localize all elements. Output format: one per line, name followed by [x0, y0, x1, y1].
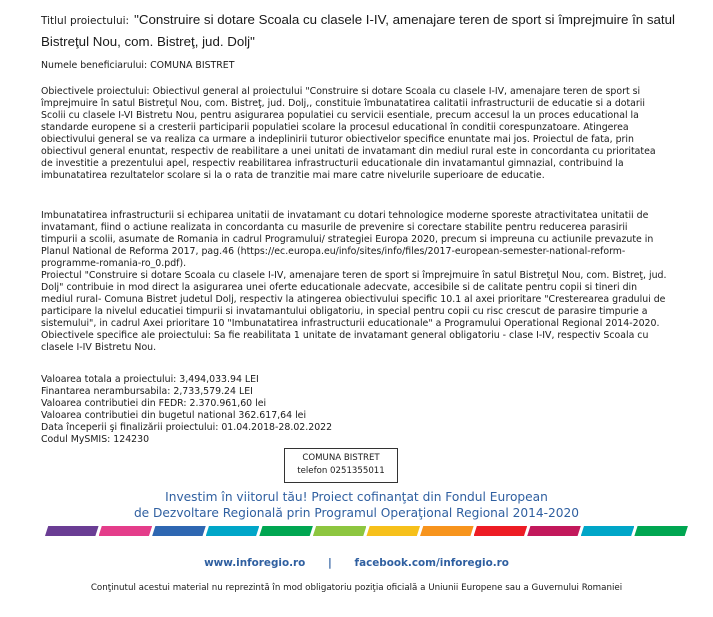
- improvement-line: Planul National de Reforma 2017, pag.46 (https://ec.europa.eu/info/sites/info/files/2017-european-semester-national-reform-: [41, 246, 626, 257]
- link-separator: |: [328, 557, 332, 569]
- title-label: Titlul proiectului:: [41, 15, 130, 27]
- cofinancing-slogan: [0, 489, 713, 521]
- mysmis-code: Codul MySMIS: 124230: [41, 434, 150, 445]
- improvement-line: invatamant, fiind o actiune realizata in concordanta cu masurile de prevenire si corectare stabilite pentru reducerea parasirii: [41, 222, 628, 233]
- objectives-line: imbunatatirea rezultatelor scolare si la o rata de tranzitie mai mare catre nivelurile superioare de educatie.: [41, 170, 545, 181]
- inforegio-link[interactable]: www.inforegio.ro: [204, 557, 306, 569]
- improvement-line: clasele I-IV Bistretu Nou.: [41, 342, 157, 353]
- color-stripe-segment: [259, 526, 313, 536]
- total-value: Valoarea totala a proiectului: 3,494,033.94 LEI: [41, 374, 259, 385]
- title-text-line1: "Construire si dotare Scoala cu clasele I-IV, amenajare teren de sport si împrejmuire în satul: [134, 12, 675, 27]
- color-stripe-segment: [420, 526, 474, 536]
- improvement-line: Dolj" contribuie in mod direct la asigurarea unei oferte educationale adecvate, accesibile si de calitate pentru copii si tineri din: [41, 282, 638, 293]
- objectives-line: de investitie a prezentului apel, respectiv reabilitarea infrastructurii educationale din invatamantul gimnazial, contribuind la: [41, 158, 624, 169]
- color-stripe-segment: [152, 526, 206, 536]
- project-dates: Data începerii şi finalizării proiectului: 01.04.2018-28.02.2022: [41, 422, 333, 433]
- objectives-line: Scolii cu clasele I-VI Bistretu Nou, pentru asigurarea populatiei cu servicii esentiale, precum accesul la un proces educational la: [41, 110, 639, 121]
- title-text-line2: Bistreţul Nou, com. Bistreţ, jud. Dolj": [41, 34, 255, 49]
- objectives-line: Obiectivele proiectului: Obiectivul general al proiectului "Construire si dotare Scoala cu clasele I-IV, amenajare teren de sport si: [41, 86, 641, 97]
- improvement-line: Obiectivele specifice ale proiectului: Sa fie reabilitata 1 unitate de invatamant general obligatoriu - clase I-IV, respectiv Scoala cu: [41, 330, 649, 341]
- objectives-line: împrejmuire în satul Bistreţul Nou, com. Bistreţ, jud. Dolj,, constituie îmbunatatirea calitatii infrastructurii de educatie si a dotarii: [41, 98, 645, 109]
- color-stripe-segment: [313, 526, 367, 536]
- objectives-line: obiectivului general se va realiza ca urmare a indeplinirii tuturor obiectivelor specifice enuntate mai jos. Proiectul de fata, prin: [41, 134, 634, 145]
- color-stripe-segment: [45, 526, 99, 536]
- slogan-line1: Investim în viitorul tău! Proiect cofinanţat din Fondul European: [165, 490, 548, 504]
- facebook-link[interactable]: facebook.com/inforegio.ro: [354, 557, 509, 569]
- financial-details: [41, 374, 686, 446]
- improvement-line: Imbunatatirea infrastructurii si echiparea unitatii de invatamant cu dotari tehnologice moderne sporeste atractivitatea unitatii de: [41, 210, 649, 221]
- objectives-line: standarde europene si a cresterii participarii populatiei scolare la procesul educational în conditii corespunzatoare. Atingerea: [41, 122, 629, 133]
- slogan-line2: de Dezvoltare Regională prin Programul Operaţional Regional 2014-2020: [133, 506, 580, 520]
- color-stripe-segment: [474, 526, 528, 536]
- color-stripe-segment: [634, 526, 688, 536]
- improvement-line: participare la nivelul educatiei timpurii si invatamantului obligatoriu, in special pentru copii cu risc crescut de parasire timpurie a: [41, 306, 648, 317]
- improvement-paragraph: [41, 210, 686, 354]
- contact-name: COMUNA BISTRET: [302, 453, 380, 463]
- color-stripe-bar: [45, 526, 688, 536]
- improvement-line: timpurii a scolii, asumate de Romania in cadrul Programului/ strategiei Europa 2020, precum si impreuna cu actiunile prevazute in: [41, 234, 654, 245]
- footer-links: [0, 557, 713, 569]
- improvement-line: programme-romania-ro_0.pdf).: [41, 258, 187, 269]
- color-stripe-segment: [366, 526, 420, 536]
- objectives-paragraph: [41, 86, 686, 182]
- national-budget-contribution: Valoarea contributiei din bugetul national 362.617,64 lei: [41, 410, 307, 421]
- objectives-line: obiectivul general enuntat, respectiv de reabilitare a unei unitati de invatamant din mediul rural este in concordanta cu prioritatea: [41, 146, 656, 157]
- improvement-line: Proiectul "Construire si dotare Scoala cu clasele I-IV, amenajare teren de sport si împrejmuire în satul Bistreţul Nou, com. Bistreţ, jud.: [41, 270, 667, 281]
- eu-disclaimer: Conţinutul acestui material nu reprezintă în mod obligatoriu poziţia oficială a Uniunii Europene sau a Guvernului Romaniei: [90, 583, 623, 593]
- color-stripe-segment: [206, 526, 260, 536]
- contact-phone: telefon 0251355011: [297, 466, 385, 476]
- project-title: [41, 9, 691, 51]
- color-stripe-segment: [99, 526, 153, 536]
- non-refundable-financing: Finantarea nerambursabila: 2,733,579.24 LEI: [41, 386, 253, 397]
- improvement-line: sistemului", in cadrul Axei prioritare 10 "Imbunatatirea infrastructurii educationale" a Programului Operational Regional 2014-2020.: [41, 318, 660, 329]
- fedr-contribution: Valoarea contributiei din FEDR: 2.370.961,60 lei: [41, 398, 267, 409]
- color-stripe-segment: [527, 526, 581, 536]
- color-stripe-segment: [581, 526, 635, 536]
- contact-box: [284, 448, 398, 483]
- beneficiary-name: Numele beneficiarului: COMUNA BISTRET: [41, 60, 235, 71]
- improvement-line: mediul rural- Comuna Bistret judetul Dolj, respectiv la atingerea obiectivului specific 10.1 al axei prioritare "Cresterearea gradului de: [41, 294, 666, 305]
